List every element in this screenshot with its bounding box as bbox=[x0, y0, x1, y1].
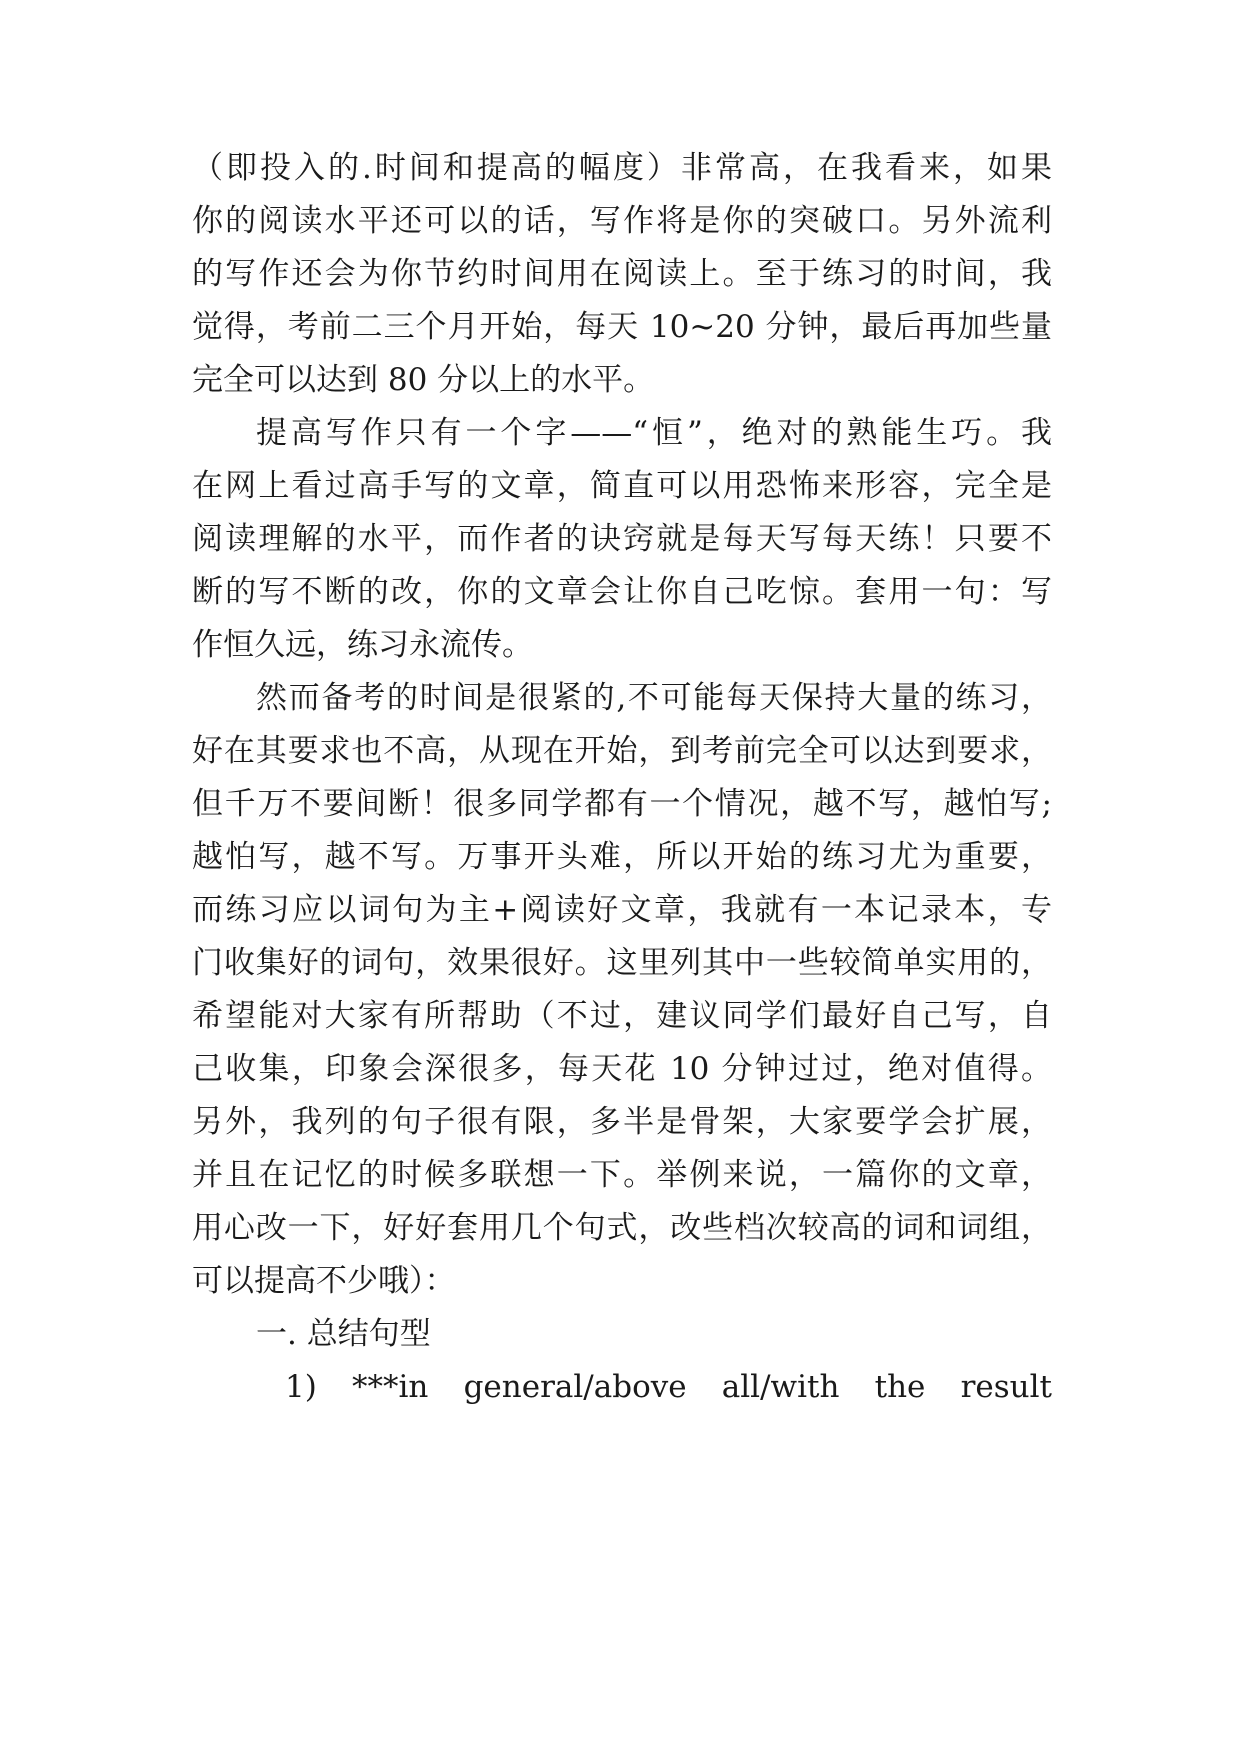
paragraph-1-line-3: 的写作还会为你节约时间用在阅读上。至于练习的时间，我 bbox=[192, 256, 1052, 292]
paragraph-2-line-2: 在网上看过高手写的文章，简直可以用恐怖来形容，完全是 bbox=[192, 468, 1052, 504]
paragraph-1-line-4: 觉得，考前二三个月开始，每天 10~20 分钟，最后再加些量 bbox=[192, 309, 1052, 345]
paragraph-3-line-2: 好在其要求也不高，从现在开始，到考前完全可以达到要求， bbox=[192, 733, 1052, 769]
paragraph-3-line-9: 另外，我列的句子很有限，多半是骨架，大家要学会扩展， bbox=[192, 1104, 1052, 1140]
paragraph-3-line-8: 己收集，印象会深很多，每天花 10 分钟过过，绝对值得。 bbox=[192, 1051, 1052, 1087]
paragraph-3-line-6: 门收集好的词句，效果很好。这里列其中一些较简单实用的， bbox=[192, 945, 1052, 981]
paragraph-3-line-5: 而练习应以词句为主+阅读好文章，我就有一本记录本，专 bbox=[192, 892, 1052, 928]
paragraph-3-line-12: 可以提高不少哦）： bbox=[192, 1263, 456, 1299]
paragraph-2-line-3: 阅读理解的水平，而作者的诀窍就是每天写每天练！只要不 bbox=[192, 521, 1052, 557]
paragraph-3-line-4: 越怕写，越不写。万事开头难，所以开始的练习尤为重要， bbox=[192, 839, 1052, 875]
paragraph-3-line-1: 然而备考的时间是很紧的,不可能每天保持大量的练习， bbox=[256, 680, 1052, 716]
paragraph-1-line-2: 你的阅读水平还可以的话，写作将是你的突破口。另外流利 bbox=[192, 203, 1052, 239]
paragraph-3-line-3: 但千万不要间断！很多同学都有一个情况，越不写，越怕写; bbox=[192, 786, 1052, 822]
paragraph-2-line-4: 断的写不断的改，你的文章会让你自己吃惊。套用一句：写 bbox=[192, 574, 1052, 610]
section-heading: 一. 总结句型 bbox=[256, 1316, 431, 1352]
list-item: 1) ***in general/above all/with the result bbox=[285, 1369, 1052, 1405]
paragraph-3-line-11: 用心改一下，好好套用几个句式，改些档次较高的词和词组， bbox=[192, 1210, 1052, 1246]
paragraph-1-line-1: （即投入的.时间和提高的幅度）非常高，在我看来，如果 bbox=[192, 150, 1052, 186]
paragraph-2-line-5: 作恒久远，练习永流传。 bbox=[192, 627, 533, 663]
paragraph-3-line-7: 希望能对大家有所帮助（不过，建议同学们最好自己写，自 bbox=[192, 998, 1052, 1034]
paragraph-2-line-1: 提高写作只有一个字——“恒”，绝对的熟能生巧。我 bbox=[256, 415, 1052, 451]
paragraph-1-line-5: 完全可以达到 80 分以上的水平。 bbox=[192, 362, 655, 398]
paragraph-3-line-10: 并且在记忆的时候多联想一下。举例来说，一篇你的文章， bbox=[192, 1157, 1052, 1193]
